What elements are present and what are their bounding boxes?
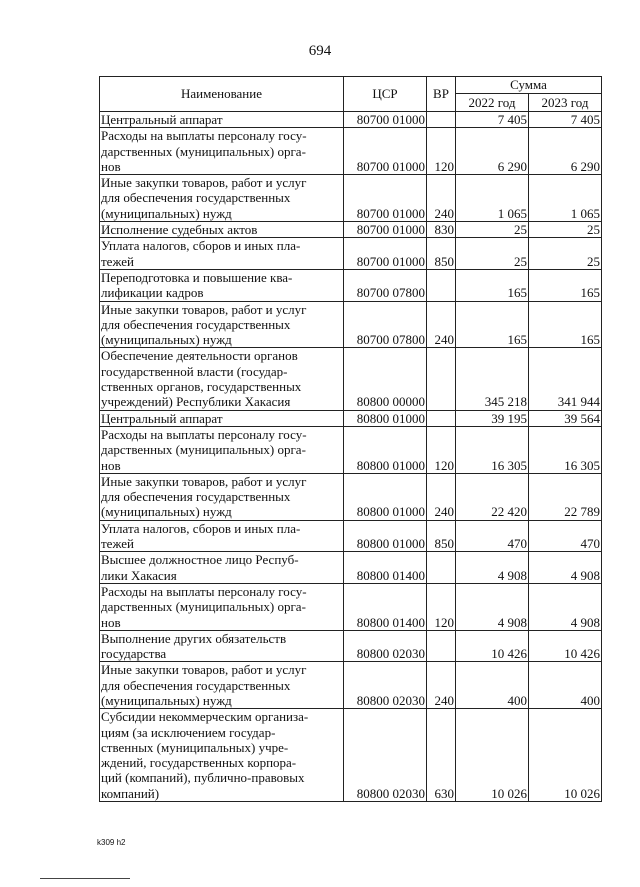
table-row [100, 583, 602, 630]
row-sum-2022: 22 420 [456, 473, 529, 520]
row-name [100, 222, 344, 238]
row-name-line: Исполнение судебных актов [101, 222, 258, 238]
row-vr: 630 [427, 709, 456, 802]
row-sum-2022: 10 026 [456, 709, 529, 802]
row-name [100, 348, 344, 410]
row-name-line: Обеспечение деятельности органов [101, 348, 298, 364]
row-csr: 80800 02030 [344, 662, 427, 709]
row-vr [427, 112, 456, 128]
row-csr: 80800 02030 [344, 709, 427, 802]
row-name [100, 662, 344, 709]
row-name-line: (муниципальных) нужд [101, 692, 232, 708]
row-sum-2023: 10 426 [529, 630, 602, 662]
row-sum-2022: 165 [456, 269, 529, 301]
table-row [100, 662, 602, 709]
row-csr: 80800 02030 [344, 630, 427, 662]
row-vr: 240 [427, 662, 456, 709]
row-name-line: Иные закупки товаров, работ и услуг [101, 301, 307, 317]
row-csr: 80800 01000 [344, 473, 427, 520]
row-name [100, 426, 344, 473]
row-sum-2023: 25 [529, 238, 602, 270]
row-sum-2023: 1 065 [529, 175, 602, 222]
row-name-line: учреждений) Республики Хакасия [101, 394, 291, 410]
table-row [100, 552, 602, 584]
row-sum-2022: 400 [456, 662, 529, 709]
row-vr: 830 [427, 222, 456, 238]
row-sum-2023: 341 944 [529, 348, 602, 410]
row-name [100, 238, 344, 270]
row-name-line: ций (компаний), публично-правовых [101, 770, 305, 786]
row-vr: 120 [427, 583, 456, 630]
table-row [100, 348, 602, 410]
row-name-line: Высшее должностное лицо Респуб- [101, 552, 299, 568]
table-row [100, 222, 602, 238]
table-row [100, 473, 602, 520]
row-name-line: государственной власти (государ- [101, 363, 288, 379]
table-row [100, 128, 602, 175]
row-name-line: дарственных (муниципальных) орга- [101, 599, 306, 615]
row-csr: 80700 01000 [344, 222, 427, 238]
table-row [100, 630, 602, 662]
table-row [100, 301, 602, 348]
row-vr [427, 348, 456, 410]
row-name-line: Иные закупки товаров, работ и услуг [101, 662, 307, 678]
row-vr: 850 [427, 520, 456, 552]
row-name [100, 175, 344, 222]
budget-table [99, 76, 602, 802]
row-sum-2022: 6 290 [456, 128, 529, 175]
row-name-line: Расходы на выплаты персоналу госу- [101, 426, 307, 442]
row-sum-2022: 16 305 [456, 426, 529, 473]
row-csr: 80700 01000 [344, 112, 427, 128]
row-name-line: Выполнение других обязательств [101, 630, 287, 646]
row-name [100, 520, 344, 552]
row-sum-2023: 25 [529, 222, 602, 238]
row-sum-2022: 25 [456, 238, 529, 270]
header-year-2023: 2023 год [529, 94, 602, 112]
row-name-line: государства [101, 646, 167, 662]
row-name [100, 269, 344, 301]
row-name-line: Центральный аппарат [101, 410, 223, 426]
header-vr: ВР [427, 77, 456, 112]
row-name-line: компаний) [101, 785, 160, 801]
row-name-line: для обеспечения государственных [101, 190, 291, 206]
row-name-line: нов [101, 614, 121, 630]
row-sum-2022: 7 405 [456, 112, 529, 128]
row-name-line: Иные закупки товаров, работ и услуг [101, 473, 307, 489]
row-csr: 80800 01400 [344, 552, 427, 584]
row-csr: 80800 01000 [344, 520, 427, 552]
row-name-line: (муниципальных) нужд [101, 332, 232, 348]
row-name-line: для обеспечения государственных [101, 489, 291, 505]
header-sum: Сумма [456, 77, 602, 94]
row-name [100, 128, 344, 175]
row-sum-2023: 6 290 [529, 128, 602, 175]
row-name [100, 410, 344, 426]
row-name-line: ственных органов, государственных [101, 379, 302, 395]
row-name-line: Расходы на выплаты персоналу госу- [101, 128, 307, 144]
row-csr: 80700 01000 [344, 128, 427, 175]
row-sum-2022: 10 426 [456, 630, 529, 662]
row-vr: 120 [427, 128, 456, 175]
row-sum-2023: 4 908 [529, 552, 602, 584]
row-sum-2022: 4 908 [456, 583, 529, 630]
row-csr: 80700 01000 [344, 175, 427, 222]
row-name-line: тежей [101, 253, 134, 269]
row-sum-2023: 470 [529, 520, 602, 552]
row-name-line: ждений, государственных корпора- [101, 755, 297, 771]
table-row [100, 709, 602, 802]
row-name-line: для обеспечения государственных [101, 316, 291, 332]
row-name [100, 552, 344, 584]
row-name-line: Центральный аппарат [101, 112, 223, 127]
row-name-line: ственных (муниципальных) учре- [101, 739, 289, 755]
row-sum-2023: 22 789 [529, 473, 602, 520]
row-name [100, 473, 344, 520]
row-csr: 80800 01000 [344, 410, 427, 426]
row-sum-2022: 165 [456, 301, 529, 348]
footer-divider [40, 878, 130, 879]
row-name-line: (муниципальных) нужд [101, 205, 232, 221]
row-name-line: (муниципальных) нужд [101, 504, 232, 520]
row-sum-2022: 4 908 [456, 552, 529, 584]
page-number: 694 [308, 43, 332, 59]
row-sum-2023: 400 [529, 662, 602, 709]
row-name-line: нов [101, 158, 121, 174]
header-name: Наименование [100, 77, 344, 112]
table-row [100, 112, 602, 128]
row-sum-2022: 25 [456, 222, 529, 238]
row-csr: 80700 07800 [344, 301, 427, 348]
row-vr: 240 [427, 301, 456, 348]
table-row [100, 238, 602, 270]
row-name [100, 301, 344, 348]
table-row [100, 520, 602, 552]
footer-code: k309 h2 [97, 838, 126, 847]
row-sum-2022: 470 [456, 520, 529, 552]
row-sum-2023: 165 [529, 301, 602, 348]
row-name-line: лификации кадров [101, 285, 204, 301]
row-name-line: для обеспечения государственных [101, 677, 291, 693]
row-csr: 80700 01000 [344, 238, 427, 270]
row-name [100, 583, 344, 630]
row-vr [427, 552, 456, 584]
table-row [100, 426, 602, 473]
row-vr: 120 [427, 426, 456, 473]
row-sum-2023: 10 026 [529, 709, 602, 802]
row-vr [427, 410, 456, 426]
row-sum-2023: 7 405 [529, 112, 602, 128]
row-name-line: Иные закупки товаров, работ и услуг [101, 175, 307, 191]
row-csr: 80700 07800 [344, 269, 427, 301]
row-name-line: Субсидии некоммерческим организа- [101, 709, 309, 725]
row-sum-2022: 345 218 [456, 348, 529, 410]
row-vr: 240 [427, 473, 456, 520]
row-name-line: лики Хакасия [101, 567, 177, 583]
header-csr: ЦСР [344, 77, 427, 112]
row-csr: 80800 00000 [344, 348, 427, 410]
row-name-line: Расходы на выплаты персоналу госу- [101, 583, 307, 599]
row-sum-2022: 39 195 [456, 410, 529, 426]
row-vr: 240 [427, 175, 456, 222]
row-name [100, 709, 344, 802]
row-vr: 850 [427, 238, 456, 270]
row-name [100, 630, 344, 662]
row-csr: 80800 01000 [344, 426, 427, 473]
row-name-line: циям (за исключением государ- [101, 724, 276, 740]
row-sum-2022: 1 065 [456, 175, 529, 222]
row-sum-2023: 39 564 [529, 410, 602, 426]
row-name-line: Переподготовка и повышение ква- [101, 269, 293, 285]
header-year-2022: 2022 год [456, 94, 529, 112]
table-row [100, 410, 602, 426]
row-name-line: нов [101, 457, 121, 473]
row-name-line: Уплата налогов, сборов и иных пла- [101, 238, 301, 254]
row-vr [427, 630, 456, 662]
row-vr [427, 269, 456, 301]
row-name-line: тежей [101, 536, 134, 552]
row-name-line: дарственных (муниципальных) орга- [101, 442, 306, 458]
table-row [100, 269, 602, 301]
row-name [100, 112, 344, 128]
table-body [100, 112, 602, 802]
row-name-line: дарственных (муниципальных) орга- [101, 143, 306, 159]
table-row [100, 175, 602, 222]
row-name-line: Уплата налогов, сборов и иных пла- [101, 520, 301, 536]
row-csr: 80800 01400 [344, 583, 427, 630]
row-sum-2023: 165 [529, 269, 602, 301]
row-sum-2023: 16 305 [529, 426, 602, 473]
row-sum-2023: 4 908 [529, 583, 602, 630]
